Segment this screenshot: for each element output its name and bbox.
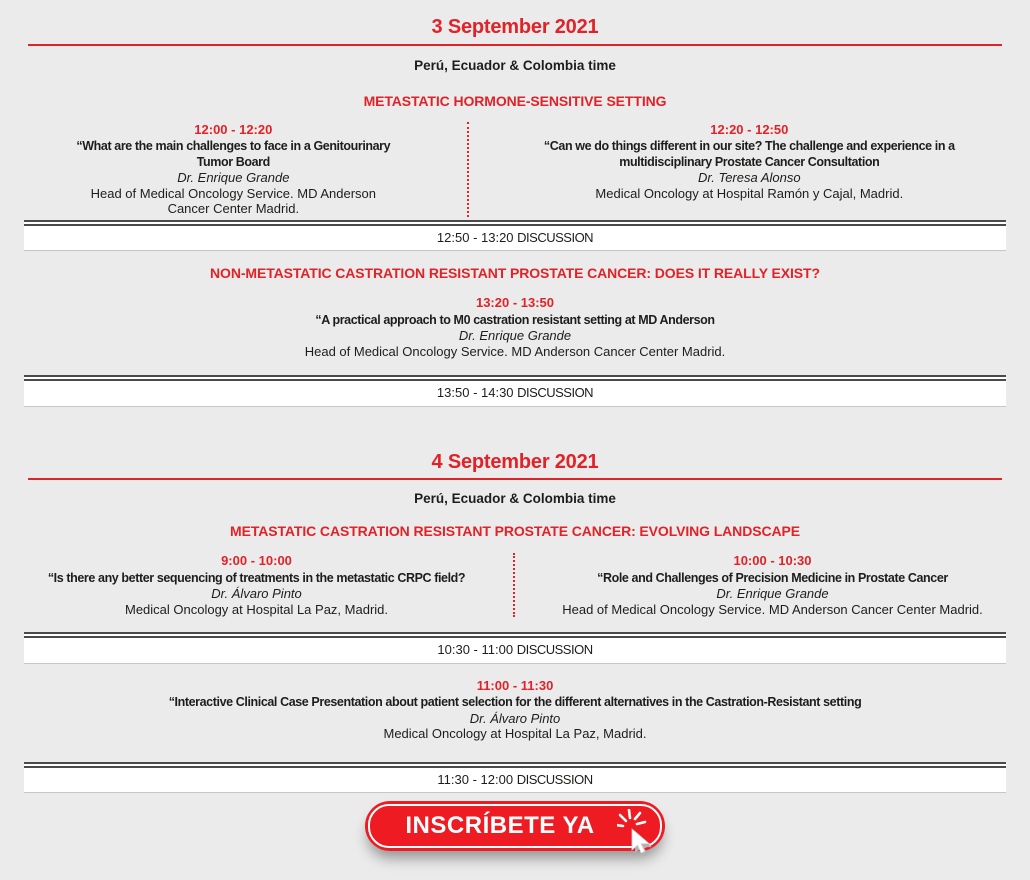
discussion-label: DISCUSSION bbox=[516, 642, 593, 657]
talk-title: “What are the main challenges to face in a Genitourinary Tumor Board bbox=[76, 139, 391, 169]
talk-affiliation: Head of Medical Oncology Service. MD Anderson Cancer Center Madrid. bbox=[562, 601, 983, 617]
talk-body bbox=[68, 139, 398, 217]
discussion-band bbox=[24, 375, 1006, 407]
cta-label: INSCRÍBETE YA bbox=[405, 812, 595, 839]
talk-item bbox=[469, 122, 1030, 217]
talk-title: “Is there any better sequencing of treatments in the metastatic CRPC field? bbox=[47, 570, 466, 585]
day1-date-rule bbox=[28, 44, 1002, 46]
day1-session2-title: NON-METASTATIC CASTRATION RESISTANT PROSTATE CANCER: DOES IT REALLY EXIST? bbox=[210, 265, 820, 281]
talk-body bbox=[4, 571, 509, 618]
cta-row bbox=[0, 801, 1030, 851]
day2-session1-talks bbox=[0, 553, 1030, 617]
talk-body bbox=[534, 139, 964, 201]
talk-affiliation: Head of Medical Oncology Service. MD Anderson Cancer Center Madrid. bbox=[304, 343, 726, 359]
talk-time: 12:20 - 12:50 bbox=[710, 121, 789, 137]
talk-item bbox=[515, 553, 1030, 617]
talk-item bbox=[0, 678, 1030, 742]
talk-speaker: Dr. Álvaro Pinto bbox=[211, 586, 302, 601]
day1-session1-talks bbox=[0, 122, 1030, 217]
talk-item bbox=[0, 295, 1030, 359]
discussion-time: 13:50 - 14:30 bbox=[436, 385, 514, 400]
discussion-time: 11:30 - 12:00 bbox=[437, 771, 514, 787]
talk-speaker: Dr. Álvaro Pinto bbox=[469, 710, 561, 726]
talk-speaker: Dr. Enrique Grande bbox=[458, 328, 572, 343]
talk-title: “Role and Challenges of Precision Medicine in Prostate Cancer bbox=[597, 570, 948, 585]
discussion-band bbox=[24, 632, 1006, 664]
talk-time: 12:00 - 12:20 bbox=[194, 121, 273, 137]
click-cursor-icon bbox=[617, 809, 657, 867]
talk-time: 9:00 - 10:00 bbox=[221, 553, 292, 568]
day1-block bbox=[0, 0, 1030, 407]
discussion-label: DISCUSSION bbox=[516, 771, 593, 787]
day2-session1-title: METASTATIC CASTRATION RESISTANT PROSTATE CANCER: EVOLVING LANDSCAPE bbox=[230, 523, 800, 539]
day2-date-rule bbox=[28, 478, 1002, 480]
talk-time: 10:00 - 10:30 bbox=[733, 553, 812, 568]
talk-body bbox=[519, 571, 1026, 618]
talk-speaker: Dr. Enrique Grande bbox=[716, 586, 829, 601]
day2-block bbox=[0, 450, 1030, 794]
discussion-band bbox=[24, 220, 1006, 252]
discussion-time: 12:50 - 13:20 bbox=[436, 229, 514, 245]
day1-timezone: Perú, Ecuador & Colombia time bbox=[414, 58, 616, 73]
talk-title: “A practical approach to M0 castration resistant setting at MD Anderson bbox=[315, 312, 715, 327]
talk-time: 11:00 - 11:30 bbox=[476, 677, 554, 693]
talk-affiliation: Head of Medical Oncology Service. MD Anderson Cancer Center Madrid. bbox=[90, 185, 377, 216]
discussion-label: DISCUSSION bbox=[517, 385, 594, 400]
talk-affiliation: Medical Oncology at Hospital La Paz, Madrid. bbox=[383, 726, 647, 741]
talk-affiliation: Medical Oncology at Hospital La Paz, Madrid. bbox=[124, 601, 388, 617]
discussion-time: 10:30 - 11:00 bbox=[437, 642, 514, 657]
talk-speaker: Dr. Enrique Grande bbox=[177, 170, 290, 185]
day1-date-heading: 3 September 2021 bbox=[431, 16, 599, 38]
talk-speaker: Dr. Teresa Alonso bbox=[698, 170, 801, 185]
talk-item bbox=[0, 553, 515, 617]
talk-item bbox=[0, 122, 469, 217]
inscribete-button[interactable] bbox=[365, 801, 665, 851]
talk-affiliation: Medical Oncology at Hospital Ramón y Cajal, Madrid. bbox=[595, 185, 904, 201]
discussion-band bbox=[24, 762, 1006, 794]
talk-title: “Can we do things different in our site? The challenge and experience in a multidisciplinary Prostate Cancer Consultation bbox=[543, 139, 955, 169]
day2-timezone: Perú, Ecuador & Colombia time bbox=[414, 490, 616, 506]
discussion-label: DISCUSSION bbox=[517, 229, 594, 245]
talk-time: 13:20 - 13:50 bbox=[475, 295, 555, 310]
talk-title: “Interactive Clinical Case Presentation about patient selection for the different alternatives in the Castration-Resistant setting bbox=[168, 695, 862, 709]
day1-session1-title: METASTATIC HORMONE-SENSITIVE SETTING bbox=[363, 92, 667, 109]
day2-date-heading: 4 September 2021 bbox=[431, 450, 599, 473]
